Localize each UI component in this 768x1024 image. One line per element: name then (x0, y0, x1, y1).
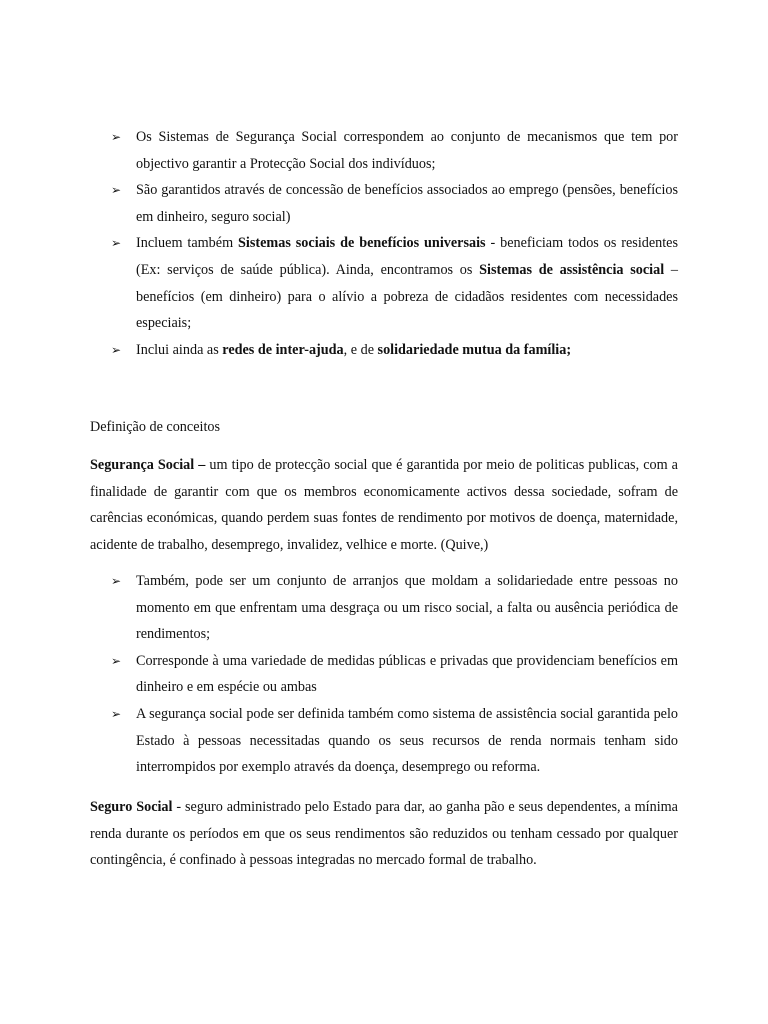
list-item (0, 177, 768, 230)
seguranca-bullet-list (0, 568, 768, 781)
intro-bullet-list (0, 124, 768, 363)
list-item-text: Também, pode ser um conjunto de arranjos que moldam a solidariedade entre pessoas no momento em que enfrentam uma desgraça ou um risco social, a falta ou ausência periódica de rendimentos; (136, 573, 678, 643)
arrow-bullet-icon: ➢ (111, 130, 122, 144)
list-item (0, 230, 768, 336)
list-item-text: São garantidos através de concessão de benefícios associados ao emprego (pensões, benefícios em dinheiro, seguro social) (136, 182, 678, 225)
arrow-bullet-icon: ➢ (111, 653, 122, 668)
list-item (0, 337, 768, 364)
arrow-bullet-icon: ➢ (111, 236, 122, 251)
term-label: Segurança Social – (90, 457, 206, 473)
term-label: Seguro Social (90, 799, 173, 815)
list-item (0, 648, 768, 701)
list-item-text: - beneficiam todos os residentes (Ex: serviços de saúde pública). Ainda, encontramos os (136, 235, 679, 278)
bold-term: Sistemas de assistência social (479, 261, 665, 278)
arrow-bullet-icon: ➢ (111, 706, 122, 721)
list-item (0, 124, 768, 177)
list-item-text: Inclui ainda as (136, 341, 223, 358)
definition-text: - seguro administrado pelo Estado para dar, ao ganha pão e seus dependentes, a mínima renda durante os períodos em que os seus rendimentos são reduzidos ou tenham cessado por qualquer contingência, é confinado à pessoas integradas no mercado formal de trabalho. (90, 799, 678, 869)
list-item-text: Incluem também (136, 235, 239, 252)
seguro-social-definition (90, 794, 678, 874)
list-item-text: –benefícios (em dinheiro) para o alívio a pobreza de cidadãos residentes com necessidades especiais; (136, 261, 678, 332)
bold-term: redes de inter-ajuda (222, 341, 344, 358)
bold-term: solidariedade mutua da família; (377, 341, 572, 358)
list-item (0, 568, 768, 648)
list-item-text: Corresponde à uma variedade de medidas públicas e privadas que providenciam benefícios em dinheiro e em espécie ou ambas (136, 652, 678, 696)
list-item (0, 701, 768, 781)
list-item-text: A segurança social pode ser definida também como sistema de assistência social garantida pelo Estado à pessoas necessitadas quando os seus recursos de renda normais tenham sido interrompidos por exemplo através da doença, desemprego ou reforma. (136, 705, 678, 776)
arrow-bullet-icon: ➢ (111, 342, 122, 357)
arrow-bullet-icon: ➢ (111, 574, 122, 588)
seguranca-social-definition (90, 452, 678, 558)
list-item-text: Os Sistemas de Segurança Social correspondem ao conjunto de mecanismos que tem por objectivo garantir a Protecção Social dos indivíduos; (136, 129, 678, 172)
list-item-text: , e de (343, 341, 378, 358)
arrow-bullet-icon: ➢ (111, 183, 122, 198)
definition-text: um tipo de protecção social que é garantida por meio de politicas publicas, com a finalidade de garantir com que os membros economicamente activos dessa sociedade, sofram de carências económicas, quando perdem suas fontes de rendimento por motivos de doença, maternidade, acidente de trabalho, desemprego, invalidez, velhice e morte. (Quive,) (90, 457, 678, 553)
section-heading: Definição de conceitos (90, 419, 220, 435)
bold-term: Sistemas sociais de benefícios universais (238, 235, 486, 252)
